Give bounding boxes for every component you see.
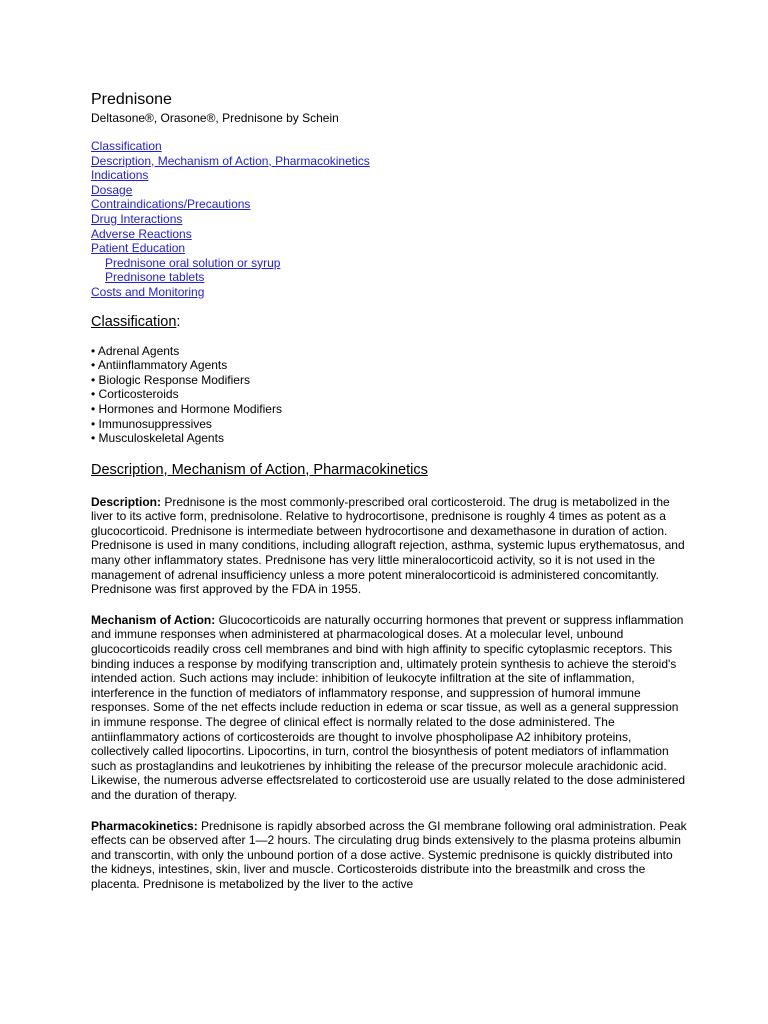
toc-link[interactable]: Drug Interactions [91, 211, 183, 226]
brand-names: Deltasone®, Orasone®, Prednisone by Schein [91, 111, 339, 125]
pharmacokinetics-text: Prednisone is rapidly absorbed across the GI membrane following oral administration. Peak effects can be observed after 1—2 hours. The circulating drug binds extensively to the plasma proteins albumin and transcortin, with only the unbound portion of a dose active. Systemic prednisone is quickly distributed into the kidneys, intestines, skin, liver and muscle. Corticosteroids distribute into the breastmilk and cross the placenta. Prednisone is metabolized by the liver to the active [91, 818, 687, 891]
classification-heading-text: Classification [91, 313, 177, 330]
page-title: Prednisone [91, 91, 172, 108]
classification-section [91, 313, 687, 446]
classification-heading-colon: : [176, 313, 181, 330]
toc-item [91, 197, 687, 212]
toc-item [91, 139, 687, 154]
classification-item: • Musculoskeletal Agents [91, 431, 224, 446]
toc-item [91, 183, 687, 198]
toc-link[interactable]: Adverse Reactions [91, 226, 192, 241]
description-text: Prednisone is the most commonly-prescribed oral corticosteroid. The drug is metabolized in the liver to its active form, prednisolone. Relative to hydrocortisone, prednisone is roughly 4 times as potent as a glucocorticoid. Prednisone is intermediate between hydrocortisone and dexamethasone in duration of action. Prednisone is used in many conditions, including allograft rejection, asthma, systemic lupus erythematosus, and many other inflammatory states. Prednisone has very little mineralocorticoid activity, so it is not used in the management of adrenal insufficiency unless a more potent mineralocorticoid is administered concomitantly. Prednisone was first approved by the FDA in 1955. [91, 494, 685, 597]
toc-link[interactable]: Classification [91, 139, 162, 153]
description-heading-text: Description, Mechanism of Action, Pharmacokinetics [91, 461, 428, 478]
description-section [91, 461, 687, 892]
toc-item [91, 212, 687, 227]
toc-link[interactable]: Prednisone oral solution or syrup [105, 255, 281, 270]
toc-item [91, 256, 687, 271]
toc-link[interactable]: Prednisone tablets [105, 270, 205, 285]
toc-item [91, 154, 687, 169]
table-of-contents [91, 139, 687, 300]
toc-link[interactable]: Patient Education [91, 241, 186, 256]
classification-item: • Immunosuppressives [91, 416, 212, 431]
toc-link[interactable]: Dosage [91, 182, 133, 197]
classification-heading [91, 313, 687, 331]
toc-link[interactable]: Costs and Monitoring [91, 284, 205, 299]
pharmacokinetics-label: Pharmacokinetics: [91, 818, 198, 833]
mechanism-paragraph [91, 613, 687, 803]
classification-item: • Antiinflammatory Agents [91, 358, 228, 373]
classification-item: • Adrenal Agents [91, 343, 180, 358]
toc-item [91, 227, 687, 242]
classification-list [91, 344, 687, 446]
toc-item [91, 168, 687, 183]
toc-item [91, 270, 687, 285]
toc-link[interactable]: Contraindications/Precautions [91, 197, 251, 212]
mechanism-label: Mechanism of Action: [91, 612, 216, 627]
classification-item: • Hormones and Hormone Modifiers [91, 401, 282, 416]
document-page [91, 90, 687, 892]
mechanism-text: Glucocorticoids are naturally occurring hormones that prevent or suppress inflammation and immune responses when administered at pharmacological doses. At a molecular level, unbound glucocorticoids readily cross cell membranes and bind with high affinity to specific cytoplasmic receptors. This binding induces a response by modifying transcription and, ultimately protein synthesis to achieve the steroid's intended action. Such actions may include: inhibition of leukocyte infiltration at the site of inflammation, interference in the function of mediators of inflammatory response, and suppression of humoral immune responses. Some of the net effects include reduction in edema or scar tissue, as well as a general suppression in immune response. The degree of clinical effect is normally related to the dose administered. The antiinflammatory actions of corticosteroids are thought to involve phospholipase A2 inhibitory proteins, collectively called lipocortins. Lipocortins, in turn, control the biosynthesis of potent mediators of inflammation such as prostaglandins and leukotrienes by inhibiting the release of the precursor molecule arachidonic acid. Likewise, the numerous adverse effectsrelated to corticosteroid use are usually related to the dose administered and the duration of therapy. [91, 612, 686, 802]
toc-item [91, 285, 687, 300]
pharmacokinetics-paragraph [91, 819, 687, 892]
toc-link[interactable]: Description, Mechanism of Action, Pharmacokinetics [91, 153, 370, 168]
description-heading [91, 461, 687, 479]
toc-item [91, 241, 687, 256]
toc-link[interactable]: Indications [91, 168, 149, 183]
classification-item: • Biologic Response Modifiers [91, 372, 250, 387]
classification-item: • Corticosteroids [91, 387, 179, 402]
description-label: Description: [91, 494, 162, 509]
description-paragraph [91, 495, 687, 597]
